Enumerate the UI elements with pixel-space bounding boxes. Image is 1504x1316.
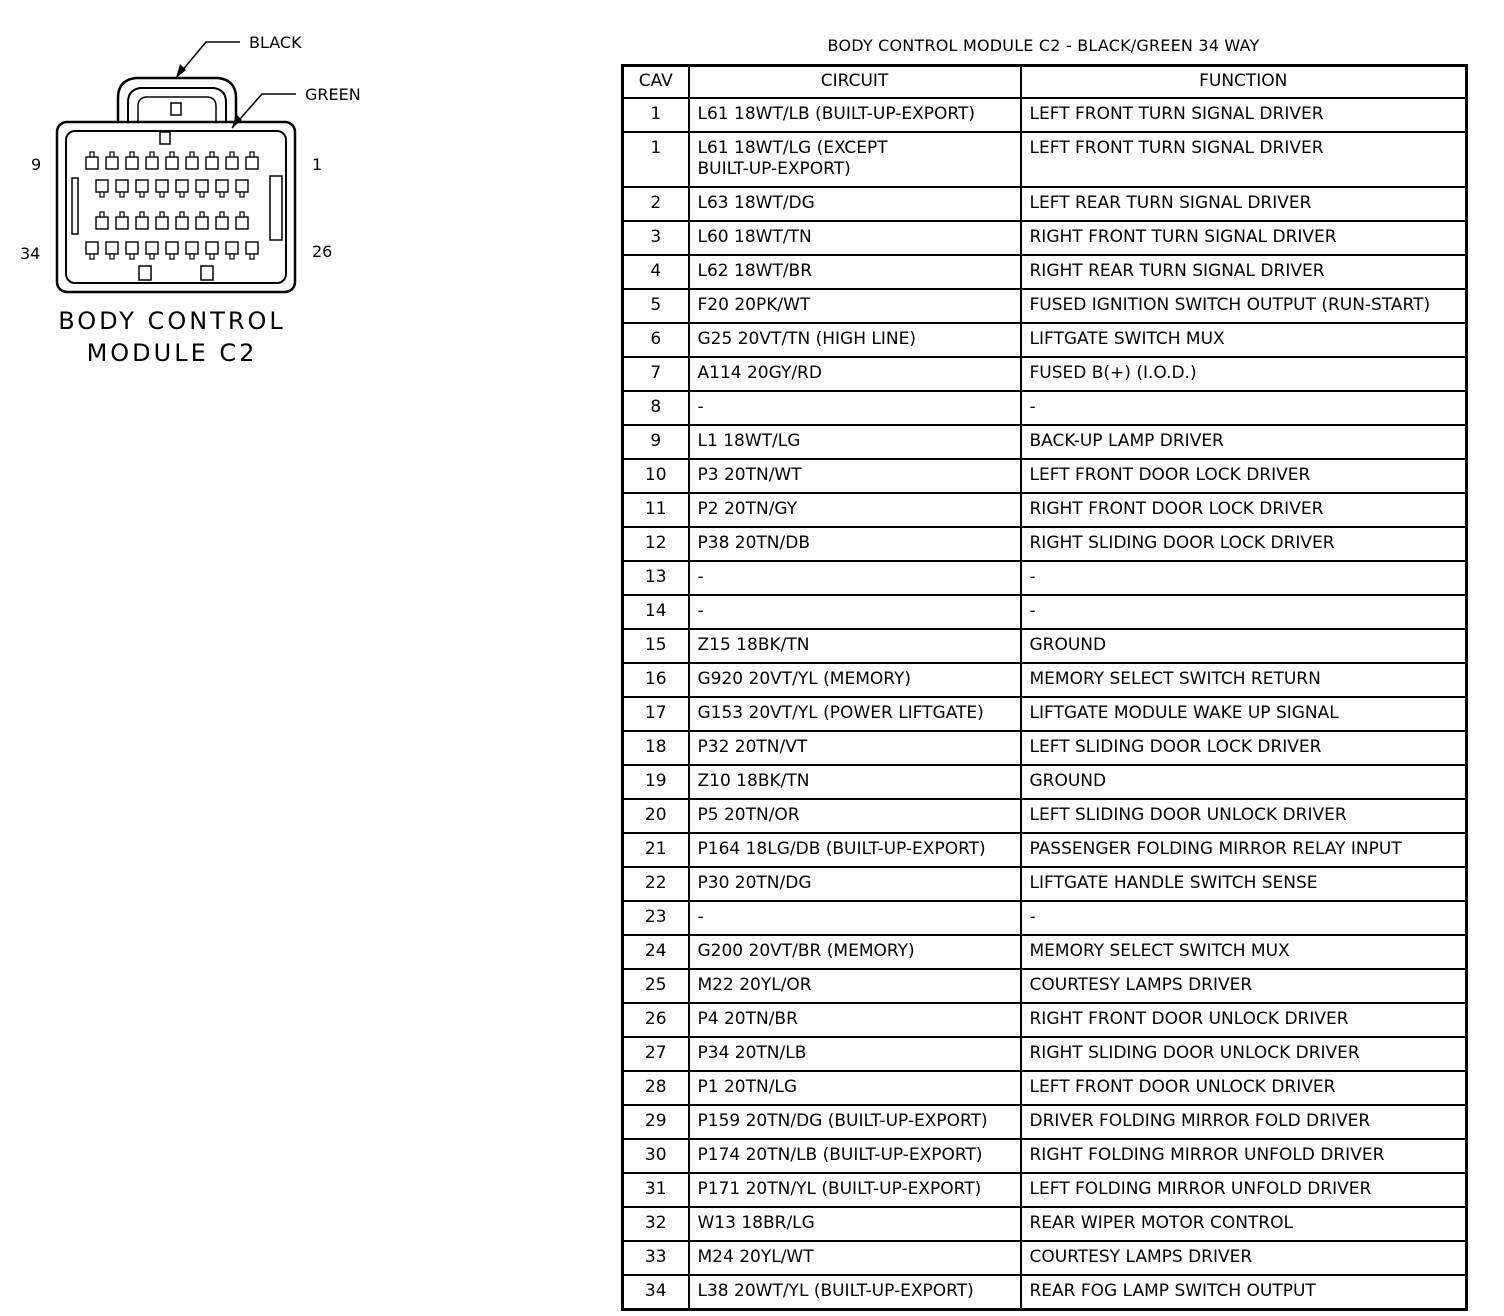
circuit-cell: P30 20TN/DG bbox=[689, 867, 1021, 901]
cav-cell: 34 bbox=[623, 1275, 689, 1310]
circuit-cell: - bbox=[689, 391, 1021, 425]
circuit-cell: G200 20VT/BR (MEMORY) bbox=[689, 935, 1021, 969]
circuit-cell: L62 18WT/BR bbox=[689, 255, 1021, 289]
function-cell: RIGHT FRONT DOOR LOCK DRIVER bbox=[1021, 493, 1467, 527]
circuit-cell: P32 20TN/VT bbox=[689, 731, 1021, 765]
circuit-cell: - bbox=[689, 901, 1021, 935]
circuit-cell: P2 20TN/GY bbox=[689, 493, 1021, 527]
cav-cell: 26 bbox=[623, 1003, 689, 1037]
table-row bbox=[623, 1241, 1467, 1275]
cav-cell: 22 bbox=[623, 867, 689, 901]
cav-cell: 9 bbox=[623, 425, 689, 459]
function-cell: DRIVER FOLDING MIRROR FOLD DRIVER bbox=[1021, 1105, 1467, 1139]
circuit-cell: P159 20TN/DG (BUILT-UP-EXPORT) bbox=[689, 1105, 1021, 1139]
table-row bbox=[623, 799, 1467, 833]
cav-cell: 32 bbox=[623, 1207, 689, 1241]
table-row bbox=[623, 1003, 1467, 1037]
function-cell: LEFT FRONT TURN SIGNAL DRIVER bbox=[1021, 98, 1467, 132]
table-row bbox=[623, 731, 1467, 765]
cav-cell: 15 bbox=[623, 629, 689, 663]
circuit-cell: M24 20YL/WT bbox=[689, 1241, 1021, 1275]
table-row bbox=[623, 187, 1467, 221]
cav-cell: 6 bbox=[623, 323, 689, 357]
cav-cell: 7 bbox=[623, 357, 689, 391]
circuit-cell: P3 20TN/WT bbox=[689, 459, 1021, 493]
table-row bbox=[623, 969, 1467, 1003]
cav-cell: 1 bbox=[623, 98, 689, 132]
circuit-cell: - bbox=[689, 595, 1021, 629]
cav-cell: 5 bbox=[623, 289, 689, 323]
table-row bbox=[623, 527, 1467, 561]
circuit-cell: P4 20TN/BR bbox=[689, 1003, 1021, 1037]
circuit-cell: - bbox=[689, 561, 1021, 595]
circuit-cell: Z15 18BK/TN bbox=[689, 629, 1021, 663]
circuit-cell: P174 20TN/LB (BUILT-UP-EXPORT) bbox=[689, 1139, 1021, 1173]
table-row bbox=[623, 1207, 1467, 1241]
function-cell: LIFTGATE MODULE WAKE UP SIGNAL bbox=[1021, 697, 1467, 731]
table-row bbox=[623, 132, 1467, 187]
function-cell: LEFT FRONT DOOR LOCK DRIVER bbox=[1021, 459, 1467, 493]
function-cell: RIGHT FOLDING MIRROR UNFOLD DRIVER bbox=[1021, 1139, 1467, 1173]
cav-cell: 29 bbox=[623, 1105, 689, 1139]
circuit-line-2: BUILT-UP-EXPORT) bbox=[697, 159, 851, 179]
cav-cell: 1 bbox=[623, 132, 689, 187]
circuit-cell: L38 20WT/YL (BUILT-UP-EXPORT) bbox=[689, 1275, 1021, 1310]
function-cell: LEFT SLIDING DOOR UNLOCK DRIVER bbox=[1021, 799, 1467, 833]
table-row bbox=[623, 289, 1467, 323]
circuit-cell: L63 18WT/DG bbox=[689, 187, 1021, 221]
function-cell: FUSED B(+) (I.O.D.) bbox=[1021, 357, 1467, 391]
table-row bbox=[623, 323, 1467, 357]
function-cell: COURTESY LAMPS DRIVER bbox=[1021, 969, 1467, 1003]
function-cell: COURTESY LAMPS DRIVER bbox=[1021, 1241, 1467, 1275]
table-row bbox=[623, 867, 1467, 901]
circuit-cell bbox=[689, 132, 1021, 187]
circuit-cell: M22 20YL/OR bbox=[689, 969, 1021, 1003]
cav-cell: 12 bbox=[623, 527, 689, 561]
function-cell: LEFT FOLDING MIRROR UNFOLD DRIVER bbox=[1021, 1173, 1467, 1207]
function-cell: RIGHT FRONT TURN SIGNAL DRIVER bbox=[1021, 221, 1467, 255]
cav-cell: 18 bbox=[623, 731, 689, 765]
header-circuit: CIRCUIT bbox=[689, 66, 1021, 99]
circuit-cell: P34 20TN/LB bbox=[689, 1037, 1021, 1071]
function-cell: REAR WIPER MOTOR CONTROL bbox=[1021, 1207, 1467, 1241]
table-row bbox=[623, 357, 1467, 391]
table-row bbox=[623, 697, 1467, 731]
function-cell: LEFT SLIDING DOOR LOCK DRIVER bbox=[1021, 731, 1467, 765]
function-cell: - bbox=[1021, 391, 1467, 425]
table-row bbox=[623, 765, 1467, 799]
function-cell: RIGHT FRONT DOOR UNLOCK DRIVER bbox=[1021, 1003, 1467, 1037]
function-cell: BACK-UP LAMP DRIVER bbox=[1021, 425, 1467, 459]
circuit-cell: L1 18WT/LG bbox=[689, 425, 1021, 459]
table-row bbox=[623, 1173, 1467, 1207]
header-cav: CAV bbox=[623, 66, 689, 99]
table-row bbox=[623, 901, 1467, 935]
cav-cell: 30 bbox=[623, 1139, 689, 1173]
function-cell: RIGHT SLIDING DOOR UNLOCK DRIVER bbox=[1021, 1037, 1467, 1071]
pinout-table-body bbox=[623, 98, 1467, 1310]
circuit-cell: L60 18WT/TN bbox=[689, 221, 1021, 255]
cav-cell: 21 bbox=[623, 833, 689, 867]
table-title: BODY CONTROL MODULE C2 - BLACK/GREEN 34 WAY bbox=[827, 36, 1260, 55]
table-row bbox=[623, 98, 1467, 132]
pin-1-label: 1 bbox=[312, 155, 323, 174]
table-row bbox=[623, 833, 1467, 867]
cav-cell: 4 bbox=[623, 255, 689, 289]
green-label: GREEN bbox=[305, 85, 361, 104]
header-function: FUNCTION bbox=[1021, 66, 1467, 99]
cav-cell: 33 bbox=[623, 1241, 689, 1275]
function-cell: LEFT REAR TURN SIGNAL DRIVER bbox=[1021, 187, 1467, 221]
circuit-cell: G153 20VT/YL (POWER LIFTGATE) bbox=[689, 697, 1021, 731]
table-row bbox=[623, 629, 1467, 663]
function-cell: MEMORY SELECT SWITCH RETURN bbox=[1021, 663, 1467, 697]
cav-cell: 24 bbox=[623, 935, 689, 969]
circuit-cell: F20 20PK/WT bbox=[689, 289, 1021, 323]
circuit-cell: P171 20TN/YL (BUILT-UP-EXPORT) bbox=[689, 1173, 1021, 1207]
cav-cell: 31 bbox=[623, 1173, 689, 1207]
connector-caption-line2: MODULE C2 bbox=[86, 339, 258, 367]
connector-caption-line1: BODY CONTROL bbox=[58, 307, 286, 335]
circuit-cell: W13 18BR/LG bbox=[689, 1207, 1021, 1241]
table-row bbox=[623, 255, 1467, 289]
cav-cell: 8 bbox=[623, 391, 689, 425]
pin-34-label: 34 bbox=[20, 244, 41, 263]
cav-cell: 20 bbox=[623, 799, 689, 833]
function-cell: LEFT FRONT TURN SIGNAL DRIVER bbox=[1021, 132, 1467, 187]
circuit-cell: Z10 18BK/TN bbox=[689, 765, 1021, 799]
function-cell: PASSENGER FOLDING MIRROR RELAY INPUT bbox=[1021, 833, 1467, 867]
circuit-cell: P1 20TN/LG bbox=[689, 1071, 1021, 1105]
table-row bbox=[623, 935, 1467, 969]
circuit-cell: L61 18WT/LB (BUILT-UP-EXPORT) bbox=[689, 98, 1021, 132]
function-cell: LIFTGATE HANDLE SWITCH SENSE bbox=[1021, 867, 1467, 901]
circuit-cell: G920 20VT/YL (MEMORY) bbox=[689, 663, 1021, 697]
table-row bbox=[623, 425, 1467, 459]
function-cell: - bbox=[1021, 561, 1467, 595]
cav-cell: 17 bbox=[623, 697, 689, 731]
cav-cell: 16 bbox=[623, 663, 689, 697]
table-row bbox=[623, 561, 1467, 595]
function-cell: GROUND bbox=[1021, 765, 1467, 799]
table-row bbox=[623, 493, 1467, 527]
cav-cell: 25 bbox=[623, 969, 689, 1003]
function-cell: GROUND bbox=[1021, 629, 1467, 663]
function-cell: RIGHT SLIDING DOOR LOCK DRIVER bbox=[1021, 527, 1467, 561]
cav-cell: 13 bbox=[623, 561, 689, 595]
function-cell: MEMORY SELECT SWITCH MUX bbox=[1021, 935, 1467, 969]
cav-cell: 19 bbox=[623, 765, 689, 799]
function-cell: FUSED IGNITION SWITCH OUTPUT (RUN-START) bbox=[1021, 289, 1467, 323]
table-row bbox=[623, 1139, 1467, 1173]
pinout-table bbox=[621, 64, 1468, 1311]
circuit-cell: P38 20TN/DB bbox=[689, 527, 1021, 561]
function-cell: - bbox=[1021, 901, 1467, 935]
function-cell: LEFT FRONT DOOR UNLOCK DRIVER bbox=[1021, 1071, 1467, 1105]
circuit-cell: P164 18LG/DB (BUILT-UP-EXPORT) bbox=[689, 833, 1021, 867]
table-row bbox=[623, 663, 1467, 697]
table-row bbox=[623, 1275, 1467, 1310]
table-row bbox=[623, 1071, 1467, 1105]
pin-26-label: 26 bbox=[312, 242, 333, 261]
cav-cell: 27 bbox=[623, 1037, 689, 1071]
circuit-cell: P5 20TN/OR bbox=[689, 799, 1021, 833]
pin-9-label: 9 bbox=[31, 155, 42, 174]
cav-cell: 3 bbox=[623, 221, 689, 255]
function-cell: REAR FOG LAMP SWITCH OUTPUT bbox=[1021, 1275, 1467, 1310]
cav-cell: 23 bbox=[623, 901, 689, 935]
table-row bbox=[623, 459, 1467, 493]
table-row bbox=[623, 221, 1467, 255]
cav-cell: 14 bbox=[623, 595, 689, 629]
table-row bbox=[623, 1037, 1467, 1071]
circuit-line-1: L61 18WT/LG (EXCEPT bbox=[697, 138, 888, 158]
function-cell: - bbox=[1021, 595, 1467, 629]
circuit-cell: A114 20GY/RD bbox=[689, 357, 1021, 391]
cav-cell: 2 bbox=[623, 187, 689, 221]
black-label: BLACK bbox=[249, 33, 302, 52]
table-row bbox=[623, 1105, 1467, 1139]
table-header-row bbox=[623, 66, 1467, 99]
table-row bbox=[623, 595, 1467, 629]
function-cell: LIFTGATE SWITCH MUX bbox=[1021, 323, 1467, 357]
connector-diagram bbox=[0, 0, 380, 380]
cav-cell: 11 bbox=[623, 493, 689, 527]
function-cell: RIGHT REAR TURN SIGNAL DRIVER bbox=[1021, 255, 1467, 289]
cav-cell: 10 bbox=[623, 459, 689, 493]
circuit-cell: G25 20VT/TN (HIGH LINE) bbox=[689, 323, 1021, 357]
cav-cell: 28 bbox=[623, 1071, 689, 1105]
table-row bbox=[623, 391, 1467, 425]
